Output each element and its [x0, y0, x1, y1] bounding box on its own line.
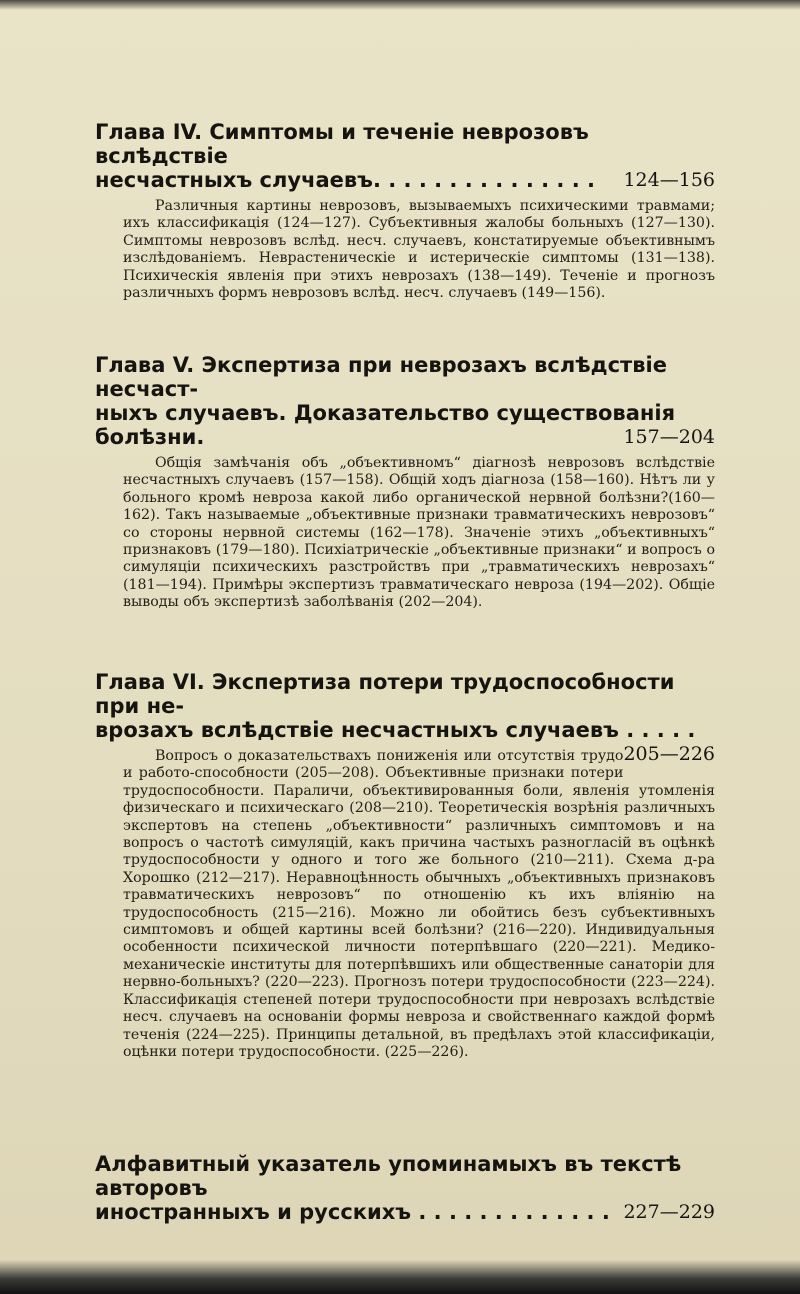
- chapter-5-title-line1: Глава V. Экспертиза при неврозахъ вслѣдствіе несчаст-: [95, 353, 667, 401]
- chapter-4-title-line1: Глава IV. Симптомы и теченіе неврозовъ вслѣдствіе: [95, 120, 589, 168]
- author-index-section: [95, 1152, 715, 1224]
- chapter-6-title-line1: Глава VI. Экспертиза потери трудоспособности при не-: [95, 670, 675, 718]
- chapter-5-heading: [95, 353, 715, 449]
- author-index-heading: [95, 1152, 715, 1224]
- chapter-4-summary: Различныя картины неврозовъ, вызываемыхъ психическими травмами; ихъ классификація (124—127). Субъективныя жалобы больныхъ (127—130). Симптомы неврозовъ вслѣд. несч. случаевъ, констатируемые объективнымъ изслѣдованіемъ. Неврастеническіе и истерическіе симптомы (131—138). Психическія явленія при этихъ неврозахъ (138—149). Теченіе и прогнозъ различныхъ формъ неврозовъ вслѣд. несч. случаевъ (149—156).: [123, 198, 715, 302]
- chapter-4-title-line2: несчастныхъ случаевъ. . . . . . . . . . . . . . .: [95, 168, 595, 192]
- author-index-title-line2: иностранныхъ и русскихъ . . . . . . . . . . . . .: [95, 1200, 610, 1224]
- page-bottom-shadow: [0, 1260, 800, 1294]
- chapter-5-section: [95, 353, 715, 612]
- author-index-title-line1: Алфавитный указатель упоминамыхъ въ текстѣ авторовъ: [95, 1152, 682, 1200]
- chapter-6-heading: [95, 670, 715, 765]
- page-top-shadow: [0, 0, 800, 10]
- chapter-4-heading: [95, 120, 715, 192]
- chapter-4-section: [95, 120, 715, 302]
- chapter-5-title-line2: ныхъ случаевъ. Доказательство существованія болѣзни.: [95, 401, 676, 449]
- chapter-4-pages: 124—156: [623, 169, 715, 191]
- chapter-5-summary: Общія замѣчанія объ „объективномъ“ діагнозѣ неврозовъ вслѣдствіе несчастныхъ случаевъ (157—158). Общій ходъ діагноза (158—160). Нѣтъ ли у больного кромѣ невроза какой либо органической нервной болѣзни?(160—162). Такъ называемые „объективные признаки травматическихъ неврозовъ“ со стороны нервной системы (162—178). Значеніе этихъ „объективныхъ“ признаковъ (179—180). Психіатрическіе „объективные признаки“ и вопросъ о симуляціи психическихъ разстройствъ при „травматическихъ неврозахъ“ (181—194). Примѣры экспертизъ травматическаго невроза (194—202). Общіе выводы объ экспертизѣ заболѣванія (202—204).: [123, 455, 715, 611]
- author-index-pages: 227—229: [623, 1201, 715, 1223]
- chapter-5-pages: 157—204: [623, 426, 715, 448]
- chapter-6-section: [95, 670, 715, 1061]
- chapter-6-title-line2: врозахъ вслѣдствіе несчастныхъ случаевъ . . . . .: [95, 718, 696, 742]
- chapter-6-summary: Вопросъ о доказательствахъ пониженія или отсутствія трудо и работо-способности (205—208). Объективные признаки потери трудоспособности. Параличи, объективированныя боли, явленія утомленія физическаго и психическаго (208—210). Теоретическія возрѣнія различныхъ экспертовъ на степень „объективности“ различныхъ симптомовъ и на вопросъ о частотѣ симуляцій, какъ причина частыхъ разногласій въ оцѣнкѣ трудоспособности у одного и того же больного (210—211). Схема д-ра Хорошко (212—217). Неравноцѣнность обычныхъ „объективныхъ признаковъ травматическихъ неврозовъ“ по отношенію къ ихъ вліянію на трудоспособность (215—216). Можно ли обойтись безъ субъективныхъ симптомовъ и общей картины всей болѣзни? (216—220). Индивидуальныя особенности психической личности потерпѣвшаго (220—221). Медико-механическіе институты для потерпѣвшихъ или общественные санаторіи для нервно-больныхъ? (220—223). Прогнозъ потери трудоспособности (223—224). Классификація степеней потери трудоспособности при неврозахъ вслѣдствіе несч. случаевъ на основаніи формы невроза и свойственнаго каждой формѣ теченія (224—225). Принципы детальной, въ предѣлахъ этой классификаціи, оцѣнки потери трудоспособности. (225—226).: [123, 748, 715, 1060]
- chapter-6-pages: 205—226: [623, 743, 715, 765]
